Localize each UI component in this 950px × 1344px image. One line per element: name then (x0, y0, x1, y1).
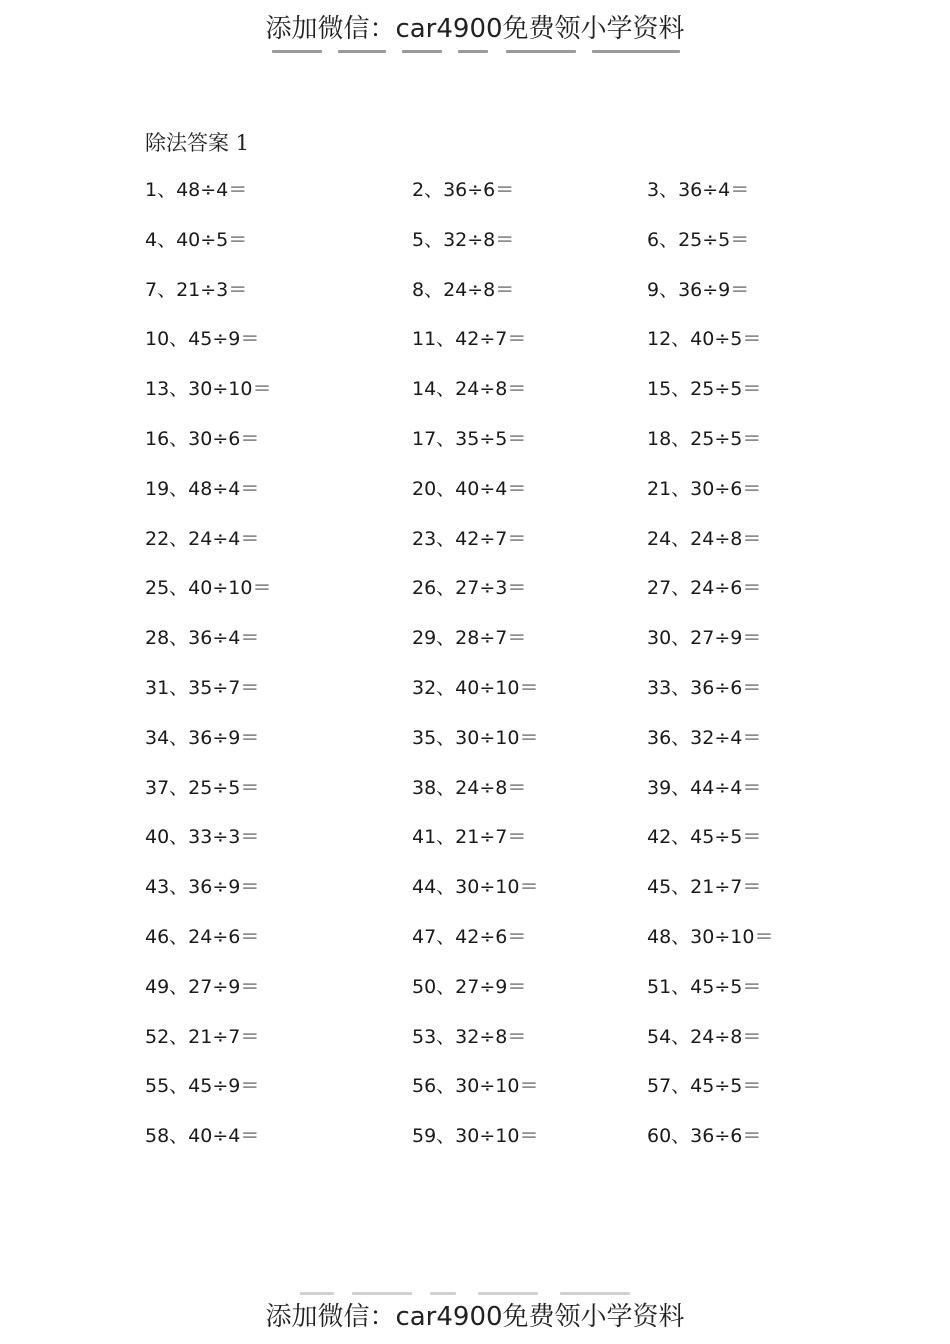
watermark-top: 添加微信：car4900免费领小学资料 (265, 14, 685, 44)
problem-item: 49、27÷9＝ (145, 975, 260, 998)
problem-item: 27、24÷6＝ (647, 577, 762, 600)
problem-item: 21、30÷6＝ (647, 477, 762, 500)
problem-item: 23、42÷7＝ (412, 527, 527, 550)
problem-item: 25、40÷10＝ (145, 577, 272, 600)
problem-item: 22、24÷4＝ (145, 527, 260, 550)
problem-item: 57、45÷5＝ (647, 1075, 762, 1098)
problem-item: 44、30÷10＝ (412, 876, 539, 899)
problem-item: 39、44÷4＝ (647, 776, 762, 799)
problem-item: 40、33÷3＝ (145, 826, 260, 849)
problem-item: 17、35÷5＝ (412, 427, 527, 450)
problem-item: 16、30÷6＝ (145, 427, 260, 450)
problem-item: 50、27÷9＝ (412, 975, 527, 998)
problem-item: 48、30÷10＝ (647, 925, 774, 948)
problem-item: 28、36÷4＝ (145, 627, 260, 650)
problem-item: 6、25÷5＝ (647, 228, 750, 251)
problem-item: 5、32÷8＝ (412, 228, 515, 251)
problem-item: 11、42÷7＝ (412, 328, 527, 351)
problem-item: 7、21÷3＝ (145, 278, 248, 301)
problem-grid (145, 175, 825, 1171)
problem-item: 51、45÷5＝ (647, 975, 762, 998)
problem-item: 42、45÷5＝ (647, 826, 762, 849)
problem-item: 53、32÷8＝ (412, 1025, 527, 1048)
problem-item: 2、36÷6＝ (412, 179, 515, 201)
cropped-text-fragment-top (0, 44, 950, 58)
problem-item: 9、36÷9＝ (647, 278, 750, 301)
problem-item: 32、40÷10＝ (412, 676, 539, 699)
problem-item: 45、21÷7＝ (647, 876, 762, 899)
problem-item: 18、25÷5＝ (647, 427, 762, 450)
problem-item: 47、42÷6＝ (412, 925, 527, 948)
problem-item: 33、36÷6＝ (647, 676, 762, 699)
problem-item: 38、24÷8＝ (412, 776, 527, 799)
problem-item: 8、24÷8＝ (412, 278, 515, 301)
problem-item: 36、32÷4＝ (647, 726, 762, 749)
problem-item: 10、45÷9＝ (145, 328, 260, 351)
problem-item: 46、24÷6＝ (145, 925, 260, 948)
problem-item: 20、40÷4＝ (412, 477, 527, 500)
problem-item: 60、36÷6＝ (647, 1125, 762, 1148)
problem-item: 56、30÷10＝ (412, 1075, 539, 1098)
problem-item: 31、35÷7＝ (145, 676, 260, 699)
problem-item: 52、21÷7＝ (145, 1025, 260, 1048)
problem-item: 4、40÷5＝ (145, 228, 248, 251)
problem-item: 15、25÷5＝ (647, 378, 762, 401)
problem-item: 1、48÷4＝ (145, 179, 248, 201)
problem-item: 59、30÷10＝ (412, 1125, 539, 1148)
problem-item: 29、28÷7＝ (412, 627, 527, 650)
problem-item: 35、30÷10＝ (412, 726, 539, 749)
problem-item: 37、25÷5＝ (145, 776, 260, 799)
problem-item: 14、24÷8＝ (412, 378, 527, 401)
problem-item: 30、27÷9＝ (647, 627, 762, 650)
problem-item: 55、45÷9＝ (145, 1075, 260, 1098)
problem-item: 12、40÷5＝ (647, 328, 762, 351)
watermark-bottom: 添加微信：car4900免费领小学资料 (265, 1302, 685, 1332)
problem-item: 54、24÷8＝ (647, 1025, 762, 1048)
problem-item: 34、36÷9＝ (145, 726, 260, 749)
problem-item: 26、27÷3＝ (412, 577, 527, 600)
problem-item: 43、36÷9＝ (145, 876, 260, 899)
problem-item: 19、48÷4＝ (145, 477, 260, 500)
problem-item: 3、36÷4＝ (647, 179, 750, 201)
problem-item: 24、24÷8＝ (647, 527, 762, 550)
problem-item: 13、30÷10＝ (145, 378, 272, 401)
problem-item: 58、40÷4＝ (145, 1125, 260, 1148)
problem-item: 41、21÷7＝ (412, 826, 527, 849)
page-title: 除法答案 1 (145, 131, 250, 155)
